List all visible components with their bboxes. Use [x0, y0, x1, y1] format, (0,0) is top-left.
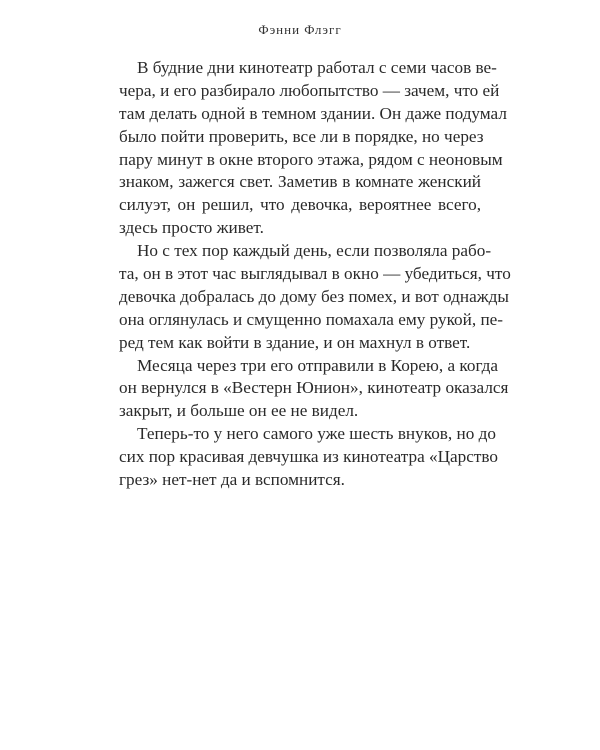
text-line: грез» нет-нет да и вспомнится. — [119, 470, 345, 490]
body-text — [119, 57, 511, 492]
text-line: ред тем как войти в здание, и он махнул в ответ. — [119, 332, 471, 352]
text-line: В будние дни кинотеатр работал с семи часов ве- — [137, 58, 497, 77]
running-head: Фэнни Флэгг — [258, 22, 342, 37]
text-line: он вернулся в «Вестерн Юнион», кинотеатр оказался — [119, 378, 509, 398]
text-line: там делать одной в темном здании. Он даже подумал — [119, 103, 507, 123]
paragraph — [119, 355, 509, 424]
text-line: пару минут в окне второго этажа, рядом с неоновым — [119, 149, 503, 169]
text-line: было пойти проверить, все ли в порядке, но через — [119, 126, 484, 146]
paragraph — [119, 423, 498, 492]
text-line: чера, и его разбирало любопытство — зачем, что ей — [119, 80, 500, 100]
text-line: она оглянулась и смущенно помахала ему рукой, пе- — [119, 309, 503, 329]
text-line: сих пор красивая девчушка из кинотеатра «Царство — [119, 447, 498, 467]
text-line: силуэт, он решил, что девочка, вероятнее всего, — [119, 195, 481, 215]
text-line: Теперь-то у него самого уже шесть внуков, но до — [137, 424, 496, 444]
text-line: закрыт, и больше он ее не видел. — [119, 401, 359, 421]
text-line: Месяца через три его отправили в Корею, а когда — [137, 355, 499, 375]
paragraph — [119, 240, 511, 354]
text-line: Но с тех пор каждый день, если позволяла рабо- — [137, 241, 492, 261]
paragraph — [119, 57, 507, 240]
text-line: девочка добралась до дому без помех, и вот однажды — [119, 286, 509, 306]
text-line: здесь просто живет. — [119, 218, 264, 238]
text-line: та, он в этот час выглядывал в окно — убедиться, что — [119, 264, 511, 284]
text-line: знаком, зажегся свет. Заметив в комнате женский — [119, 172, 481, 192]
